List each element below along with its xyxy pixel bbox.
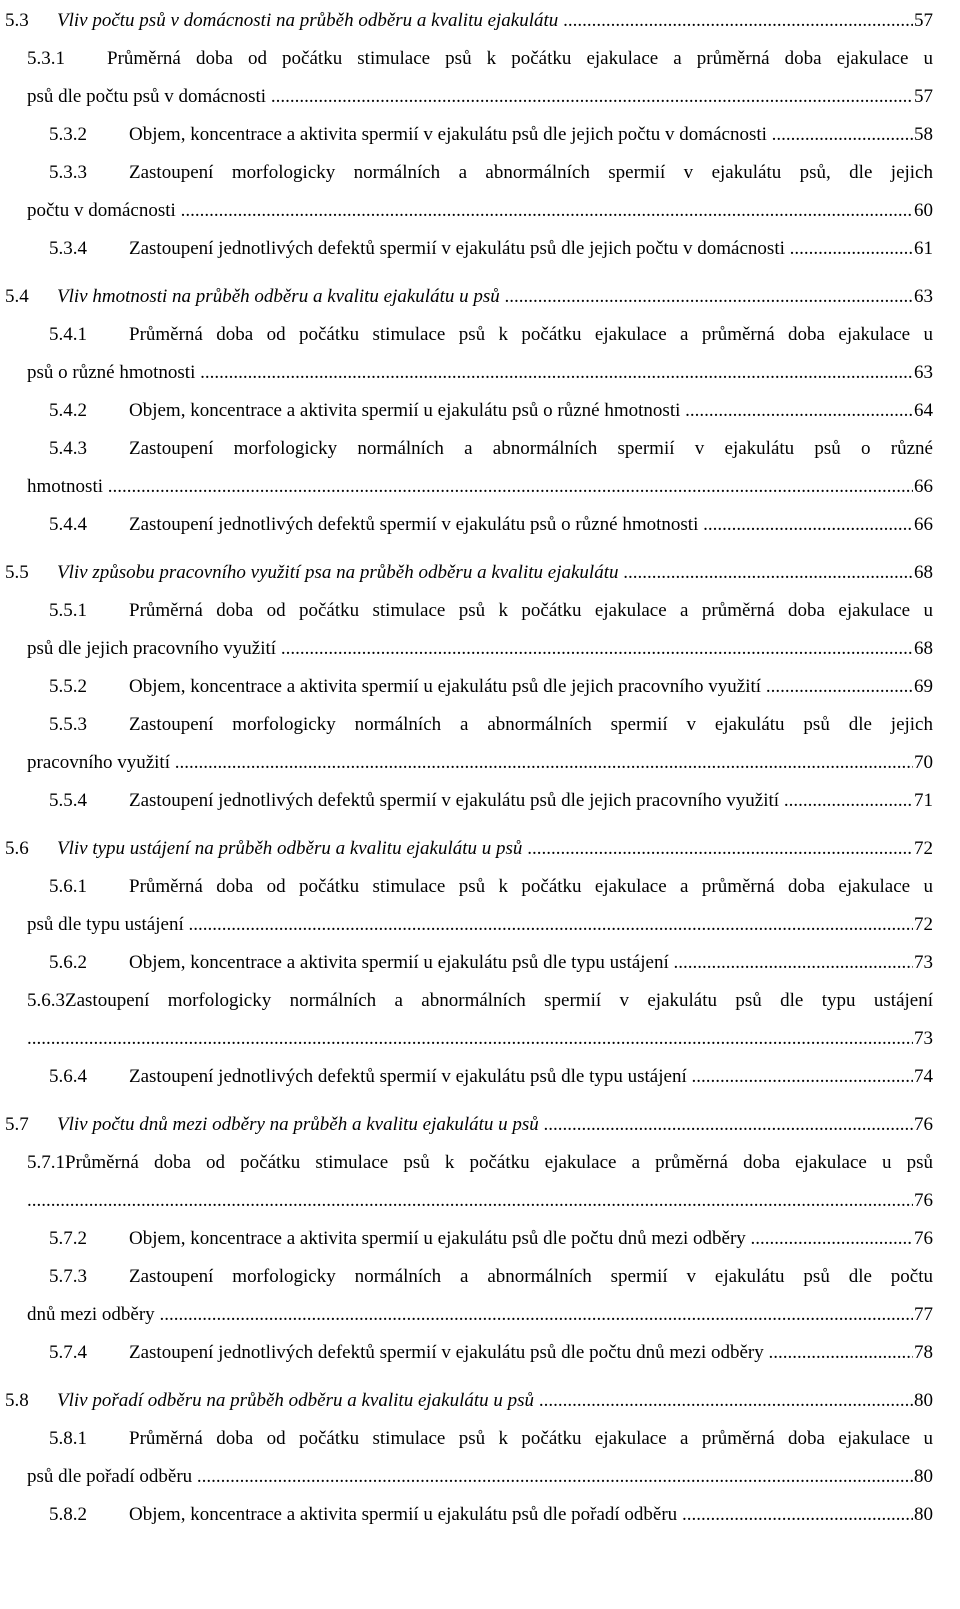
- subsection-number: 5.3.1: [27, 48, 65, 69]
- subsection-title: psů dle typu ustájení: [27, 915, 184, 934]
- toc-subsection-5-5-1[interactable]: [5, 590, 933, 666]
- subsection-number: 5.3.2: [49, 125, 87, 144]
- subsection-number: 5.4.2: [49, 401, 87, 420]
- page-number: 68: [914, 562, 933, 583]
- toc-subsection-5-5-2[interactable]: [5, 666, 933, 704]
- toc-subsection-5-7-4[interactable]: [5, 1332, 933, 1370]
- toc-subsection-5-7-2[interactable]: [5, 1218, 933, 1256]
- page-number: 76: [914, 1228, 933, 1249]
- subsection-title-line1: Průměrná doba od počátku stimulace psů k počátku ejakulace a průměrná doba ejakulace u: [129, 1428, 933, 1449]
- section-title: Vliv počtu dnů mezi odběry na průběh a kvalitu ejakulátu u psů: [57, 1115, 539, 1134]
- subsection-number: 5.6.1: [49, 876, 87, 897]
- subsection-title: pracovního využití: [27, 753, 170, 772]
- toc-subsection-5-6-3[interactable]: [5, 980, 933, 1056]
- subsection-number: 5.3.4: [49, 239, 87, 258]
- toc-subsection-5-3-2[interactable]: [5, 114, 933, 152]
- section-number: 5.3: [5, 11, 29, 30]
- page-number: 70: [914, 752, 933, 773]
- subsection-number: 5.8.1: [49, 1428, 87, 1449]
- subsection-title: Objem, koncentrace a aktivita spermií u ejakulátu psů dle pořadí odběru: [129, 1505, 678, 1524]
- page-number: 69: [914, 676, 933, 697]
- toc-subsection-5-3-4[interactable]: [5, 228, 933, 266]
- page-number: 63: [914, 286, 933, 307]
- section-title: Vliv počtu psů v domácnosti na průběh odběru a kvalitu ejakulátu: [57, 11, 559, 30]
- toc-subsection-5-4-3[interactable]: [5, 428, 933, 504]
- toc-subsection-5-3-3[interactable]: [5, 152, 933, 228]
- subsection-number: 5.6.4: [49, 1067, 87, 1086]
- page-number: 61: [914, 238, 933, 259]
- page-number: 64: [914, 400, 933, 421]
- toc-subsection-5-3-1[interactable]: [5, 38, 933, 114]
- toc-subsection-5-8-2[interactable]: [5, 1494, 933, 1532]
- page-number: 76: [914, 1114, 933, 1135]
- subsection-number: 5.7.2: [49, 1229, 87, 1248]
- toc-section-5-8[interactable]: [5, 1380, 933, 1418]
- toc-subsection-5-6-2[interactable]: [5, 942, 933, 980]
- subsection-title: Zastoupení jednotlivých defektů spermií v ejakulátu psů dle typu ustájení: [129, 1067, 687, 1086]
- page-number: 57: [914, 86, 933, 107]
- subsection-title: dnů mezi odběry: [27, 1305, 155, 1324]
- subsection-title: Zastoupení jednotlivých defektů spermií v ejakulátu psů dle počtu dnů mezi odběry: [129, 1343, 764, 1362]
- subsection-title-line1: Zastoupení morfologicky normálních a abnormálních spermií v ejakulátu psů dle počtu: [129, 1266, 933, 1287]
- toc-subsection-5-7-1[interactable]: [5, 1142, 933, 1218]
- subsection-number: 5.4.4: [49, 515, 87, 534]
- subsection-title: počtu v domácnosti: [27, 201, 176, 220]
- toc-section-5-6[interactable]: [5, 828, 933, 866]
- subsection-title: Zastoupení jednotlivých defektů spermií v ejakulátu psů dle jejich počtu v domácnosti: [129, 239, 785, 258]
- section-number: 5.6: [5, 839, 29, 858]
- toc-subsection-5-6-4[interactable]: [5, 1056, 933, 1094]
- page-number: 74: [914, 1066, 933, 1087]
- subsection-title-line1: Zastoupení morfologicky normálních a abnormálních spermií v ejakulátu psů dle jejich: [129, 714, 933, 735]
- toc-subsection-5-4-1[interactable]: [5, 314, 933, 390]
- page-number: 63: [914, 362, 933, 383]
- toc-subsection-5-7-3[interactable]: [5, 1256, 933, 1332]
- subsection-title-line1: Průměrná doba od počátku stimulace psů k počátku ejakulace a průměrná doba ejakulace u: [129, 876, 933, 897]
- page-number: 57: [914, 10, 933, 31]
- subsection-title-line1: Zastoupení morfologicky normálních a abnormálních spermií v ejakulátu psů, dle jejich: [129, 162, 933, 183]
- toc-subsection-5-5-3[interactable]: [5, 704, 933, 780]
- page-number: 58: [914, 124, 933, 145]
- page-number: 73: [914, 1028, 933, 1049]
- subsection-title: hmotnosti: [27, 477, 104, 496]
- subsection-title: Objem, koncentrace a aktivita spermií u ejakulátu psů dle počtu dnů mezi odběry: [129, 1229, 746, 1248]
- page-number: 73: [914, 952, 933, 973]
- toc-section-5-5[interactable]: [5, 552, 933, 590]
- subsection-number: 5.8.2: [49, 1505, 87, 1524]
- toc-subsection-5-5-4[interactable]: [5, 780, 933, 818]
- subsection-title-line1: Průměrná doba od počátku stimulace psů k počátku ejakulace a průměrná doba ejakulace u: [107, 48, 933, 69]
- subsection-number: 5.6.3: [27, 990, 65, 1011]
- page-number: 80: [914, 1390, 933, 1411]
- subsection-number: 5.5.3: [49, 714, 87, 735]
- subsection-title: psů dle pořadí odběru: [27, 1467, 193, 1486]
- subsection-title-line1: Průměrná doba od počátku stimulace psů k počátku ejakulace a průměrná doba ejakulace u: [129, 324, 933, 345]
- section-number: 5.7: [5, 1115, 29, 1134]
- page-number: 72: [914, 838, 933, 859]
- subsection-number: 5.4.1: [49, 324, 87, 345]
- page-number: 60: [914, 200, 933, 221]
- subsection-title-line1: Zastoupení morfologicky normálních a abnormálních spermií v ejakulátu psů dle typu ustájení: [65, 990, 933, 1011]
- subsection-title: psů dle počtu psů v domácnosti: [27, 87, 267, 106]
- page-number: 68: [914, 638, 933, 659]
- page-number: 66: [914, 514, 933, 535]
- subsection-title: Objem, koncentrace a aktivita spermií u ejakulátu psů dle typu ustájení: [129, 953, 669, 972]
- section-number: 5.4: [5, 287, 29, 306]
- section-title: Vliv pořadí odběru na průběh odběru a kvalitu ejakulátu u psů: [57, 1391, 535, 1410]
- toc-subsection-5-6-1[interactable]: [5, 866, 933, 942]
- subsection-number: 5.5.1: [49, 600, 87, 621]
- section-number: 5.8: [5, 1391, 29, 1410]
- page-number: 78: [914, 1342, 933, 1363]
- subsection-number: 5.7.3: [49, 1266, 87, 1287]
- subsection-number: 5.7.1: [27, 1152, 65, 1173]
- subsection-number: 5.6.2: [49, 953, 87, 972]
- page-number: 77: [914, 1304, 933, 1325]
- subsection-number: 5.5.2: [49, 677, 87, 696]
- toc-section-5-4[interactable]: [5, 276, 933, 314]
- section-title: Vliv hmotnosti na průběh odběru a kvalitu ejakulátu u psů: [57, 287, 500, 306]
- subsection-number: 5.7.4: [49, 1343, 87, 1362]
- toc-section-5-3[interactable]: [5, 0, 933, 38]
- subsection-title: psů o různé hmotnosti: [27, 363, 196, 382]
- page-number: 76: [914, 1190, 933, 1211]
- subsection-title: Objem, koncentrace a aktivita spermií u ejakulátu psů o různé hmotnosti: [129, 401, 681, 420]
- subsection-title-line1: Průměrná doba od počátku stimulace psů k počátku ejakulace a průměrná doba ejakulace u psů: [65, 1152, 933, 1173]
- section-title: Vliv způsobu pracovního využití psa na průběh odběru a kvalitu ejakulátu: [57, 563, 619, 582]
- toc-subsection-5-4-2[interactable]: [5, 390, 933, 428]
- page-number: 72: [914, 914, 933, 935]
- page-number: 80: [914, 1504, 933, 1525]
- table-of-contents: [5, 0, 933, 1532]
- subsection-number: 5.3.3: [49, 162, 87, 183]
- toc-subsection-5-8-1[interactable]: [5, 1418, 933, 1494]
- subsection-title-line1: Průměrná doba od počátku stimulace psů k počátku ejakulace a průměrná doba ejakulace u: [129, 600, 933, 621]
- subsection-number: 5.5.4: [49, 791, 87, 810]
- toc-section-5-7[interactable]: [5, 1104, 933, 1142]
- page-number: 71: [914, 790, 933, 811]
- subsection-title: Zastoupení jednotlivých defektů spermií v ejakulátu psů o různé hmotnosti: [129, 515, 699, 534]
- page-number: 66: [914, 476, 933, 497]
- page-number: 80: [914, 1466, 933, 1487]
- subsection-title-line1: Zastoupení morfologicky normálních a abnormálních spermií v ejakulátu psů o různé: [129, 438, 933, 459]
- subsection-title: Objem, koncentrace a aktivita spermií u ejakulátu psů dle jejich pracovního využití: [129, 677, 762, 696]
- subsection-title: Zastoupení jednotlivých defektů spermií v ejakulátu psů dle jejich pracovního využití: [129, 791, 780, 810]
- section-number: 5.5: [5, 563, 29, 582]
- subsection-number: 5.4.3: [49, 438, 87, 459]
- toc-subsection-5-4-4[interactable]: [5, 504, 933, 542]
- subsection-title: psů dle jejich pracovního využití: [27, 639, 277, 658]
- subsection-title: Objem, koncentrace a aktivita spermií v ejakulátu psů dle jejich počtu v domácnosti: [129, 125, 767, 144]
- section-title: Vliv typu ustájení na průběh odběru a kvalitu ejakulátu u psů: [57, 839, 523, 858]
